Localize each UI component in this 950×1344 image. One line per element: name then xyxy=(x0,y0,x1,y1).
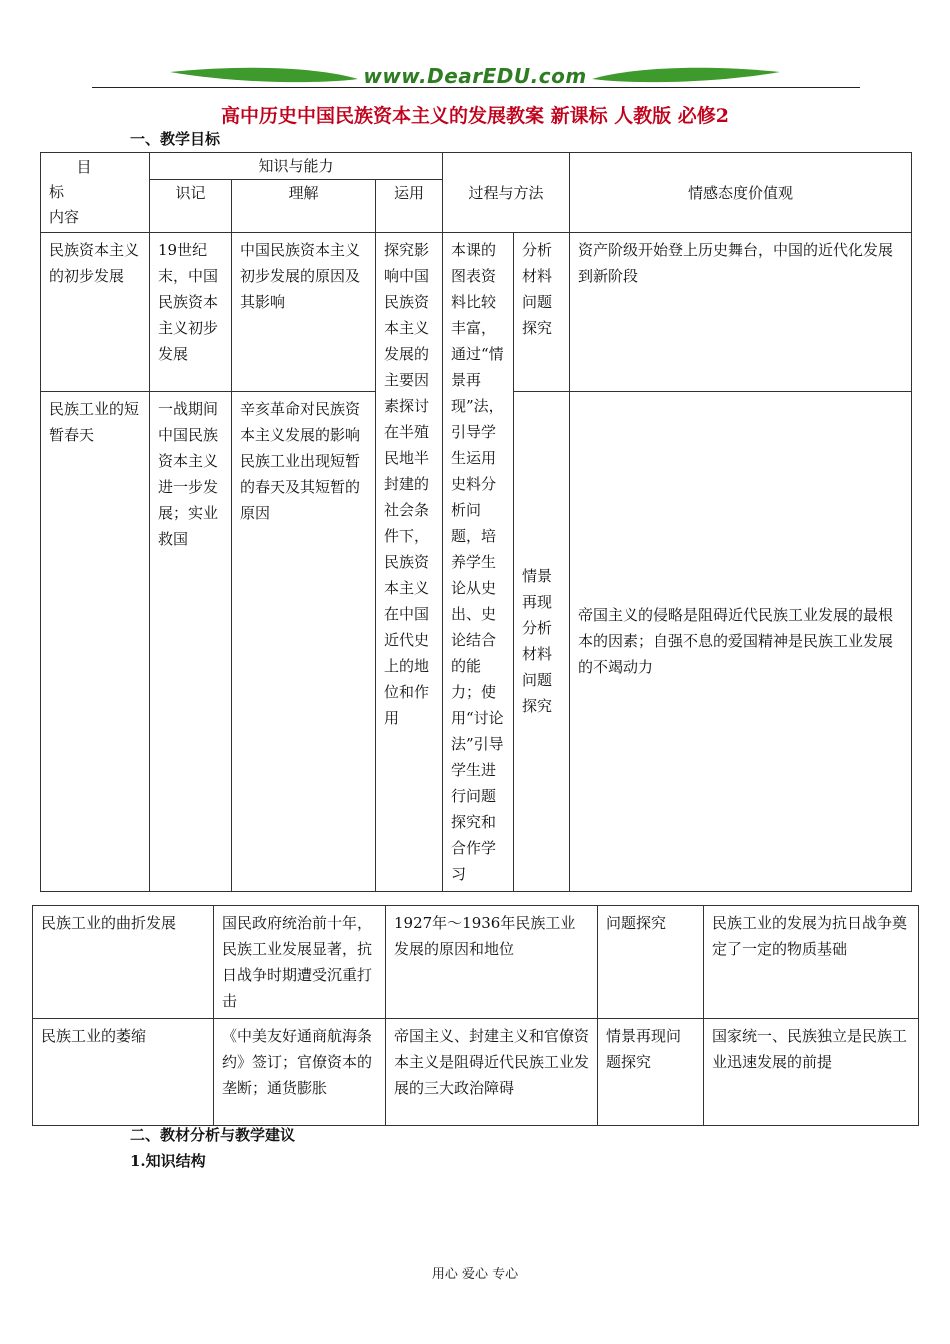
row3-content: 民族工业的曲折发展 xyxy=(33,906,214,1019)
process-shared-cell: 本课的图表资料比较丰富，通过“情景再现”法，引导学生运用史料分析问题，培养学生论从史出、史论结合的能力；使用“讨论法”引导学生进行问题探究和合作学习 xyxy=(443,233,514,892)
row2-emotion: 帝国主义的侵略是阻碍近代民族工业发展的最根本的因素；自强不息的爱国精神是民族工业发展的不竭动力 xyxy=(570,391,912,891)
page-footer: 用心 爱心 专心 xyxy=(431,1267,519,1282)
header-understand: 理解 xyxy=(232,180,376,233)
row4-content: 民族工业的萎缩 xyxy=(33,1019,214,1126)
section-heading-analysis: 二、教材分析与教学建议 xyxy=(130,1126,296,1144)
row4-recall: 《中美友好通商航海条约》签订；官僚资本的垄断；通货膨胀 xyxy=(214,1019,386,1126)
row1-recall: 19世纪末，中国民族资本主义初步发展 xyxy=(150,233,232,392)
header-process: 过程与方法 xyxy=(443,153,570,233)
corner-header-cell xyxy=(41,153,150,233)
row1-emotion: 资产阶级开始登上历史舞台，中国的近代化发展到新阶段 xyxy=(570,233,912,392)
corner-label-2: 标 xyxy=(49,183,65,201)
row1-content: 民族资本主义的初步发展 xyxy=(41,233,150,392)
row4-emotion: 国家统一、民族独立是民族工业迅速发展的前提 xyxy=(704,1019,919,1126)
row2-recall: 一战期间中国民族资本主义进一步发展；实业救国 xyxy=(150,391,232,891)
apply-shared-cell: 探究影响中国民族资本主义发展的主要因素探讨在半殖民地半封建的社会条件下，民族资本主义在中国近代史上的地位和作用 xyxy=(376,233,443,892)
row1-understand: 中国民族资本主义初步发展的原因及其影响 xyxy=(232,233,376,392)
section-heading-objectives: 一、教学目标 xyxy=(130,130,221,148)
row3-recall: 国民政府统治前十年，民族工业发展显著，抗日战争时期遭受沉重打击 xyxy=(214,906,386,1019)
header-recall: 识记 xyxy=(150,180,232,233)
row3-method: 问题探究 xyxy=(598,906,704,1019)
table-row xyxy=(33,906,919,1019)
row3-understand: 1927年～1936年民族工业发展的原因和地位 xyxy=(386,906,598,1019)
objectives-table-continued xyxy=(32,905,919,1126)
row2-method: 情景再现分析材料问题探究 xyxy=(514,391,570,891)
logo-text: www.DearEDU.com xyxy=(363,64,587,88)
row2-content: 民族工业的短暂春天 xyxy=(41,391,150,891)
row2-understand: 辛亥革命对民族资本主义发展的影响民族工业出现短暂的春天及其短暂的原因 xyxy=(232,391,376,891)
corner-label-1: 目 xyxy=(76,158,92,176)
row4-understand: 帝国主义、封建主义和官僚资本主义是阻碍近代民族工业发展的三大政治障碍 xyxy=(386,1019,598,1126)
header-apply: 运用 xyxy=(376,180,443,233)
corner-label-3: 内容 xyxy=(49,208,80,226)
row3-emotion: 民族工业的发展为抗日战争奠定了一定的物质基础 xyxy=(704,906,919,1019)
document-title: 高中历史中国民族资本主义的发展教案 新课标 人教版 必修2 xyxy=(220,105,730,127)
header-knowledge: 知识与能力 xyxy=(150,153,443,180)
row1-method: 分析材料问题探究 xyxy=(514,233,570,392)
objectives-table xyxy=(40,152,912,892)
table-row xyxy=(33,1019,919,1126)
header-emotion: 情感态度价值观 xyxy=(570,153,912,233)
subsection-heading-structure: 1.知识结构 xyxy=(130,1152,206,1170)
row4-method: 情景再现问题探究 xyxy=(598,1019,704,1126)
